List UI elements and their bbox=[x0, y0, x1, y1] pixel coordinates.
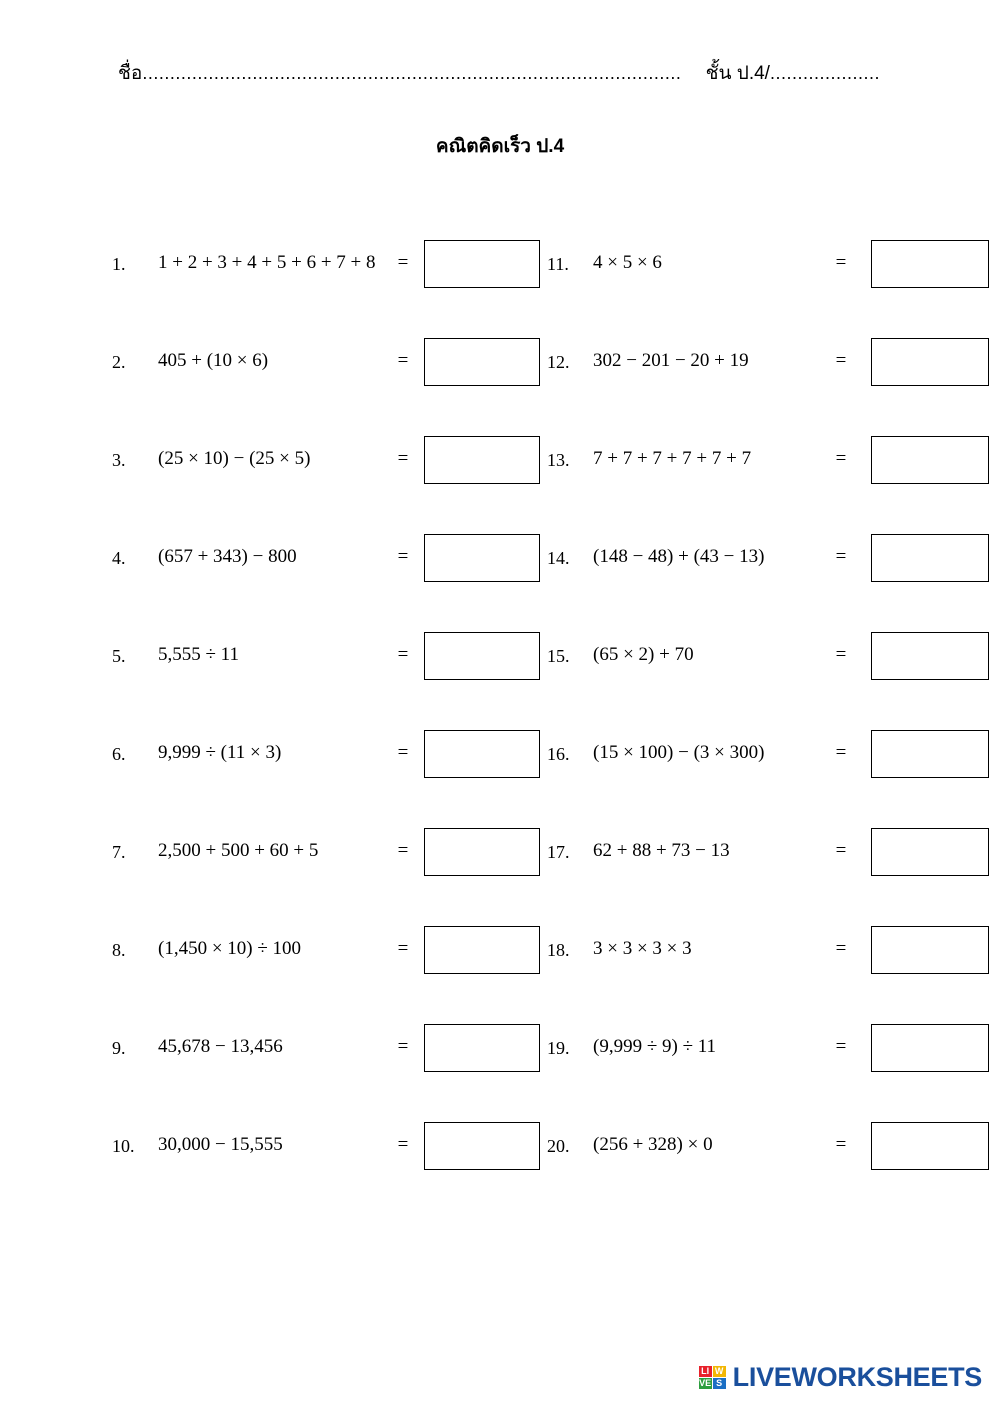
problem-expression: (9,999 ÷ 9) ÷ 11 bbox=[593, 1036, 717, 1057]
answer-input-2[interactable] bbox=[424, 338, 540, 386]
problem-expression: 405 + (10 × 6) bbox=[158, 350, 269, 371]
answer-input-12[interactable] bbox=[871, 338, 989, 386]
problem-item-7 bbox=[112, 828, 547, 876]
equals-sign: = bbox=[397, 546, 409, 567]
equals-sign: = bbox=[397, 350, 409, 371]
problem-item-17 bbox=[547, 828, 982, 876]
problem-row bbox=[112, 436, 982, 534]
answer-input-18[interactable] bbox=[871, 926, 989, 974]
problem-row bbox=[112, 534, 982, 632]
problem-expression: 7 + 7 + 7 + 7 + 7 + 7 bbox=[593, 448, 752, 469]
problem-expression: (256 + 328) × 0 bbox=[593, 1134, 713, 1155]
equals-sign: = bbox=[835, 1036, 847, 1057]
answer-input-1[interactable] bbox=[424, 240, 540, 288]
grade-label: ชั้น ป.4/ bbox=[705, 63, 770, 84]
problem-item-16 bbox=[547, 730, 982, 778]
equals-sign: = bbox=[835, 546, 847, 567]
equals-sign: = bbox=[397, 840, 409, 861]
problem-row bbox=[112, 1024, 982, 1122]
problem-number: 2. bbox=[112, 352, 126, 372]
equals-sign: = bbox=[835, 252, 847, 273]
liveworksheets-wordmark: LIVEWORKSHEETS bbox=[732, 1362, 982, 1392]
problem-item-14 bbox=[547, 534, 982, 582]
problem-number: 1. bbox=[112, 254, 126, 274]
problem-item-19 bbox=[547, 1024, 982, 1072]
equals-sign: = bbox=[397, 644, 409, 665]
liveworksheets-logo-icon bbox=[699, 1366, 726, 1389]
answer-input-13[interactable] bbox=[871, 436, 989, 484]
problem-item-18 bbox=[547, 926, 982, 974]
problem-item-9 bbox=[112, 1024, 547, 1072]
logo-tile-w: W bbox=[713, 1366, 726, 1377]
problem-row bbox=[112, 240, 982, 338]
answer-input-4[interactable] bbox=[424, 534, 540, 582]
problem-row bbox=[112, 338, 982, 436]
problem-expression: 2,500 + 500 + 60 + 5 bbox=[158, 840, 319, 861]
answer-input-11[interactable] bbox=[871, 240, 989, 288]
problem-expression: 3 × 3 × 3 × 3 bbox=[593, 938, 692, 959]
problem-item-10 bbox=[112, 1122, 547, 1170]
problem-expression: 9,999 ÷ (11 × 3) bbox=[158, 742, 282, 763]
problem-item-20 bbox=[547, 1122, 982, 1170]
answer-input-8[interactable] bbox=[424, 926, 540, 974]
problem-item-1 bbox=[112, 240, 547, 288]
problem-number: 10. bbox=[112, 1136, 135, 1156]
problem-item-11 bbox=[547, 240, 982, 288]
problem-number: 3. bbox=[112, 450, 126, 470]
problem-expression: 1 + 2 + 3 + 4 + 5 + 6 + 7 + 8 bbox=[158, 252, 376, 273]
answer-input-5[interactable] bbox=[424, 632, 540, 680]
problem-expression: 4 × 5 × 6 bbox=[593, 252, 662, 273]
student-info-line bbox=[118, 58, 880, 88]
problem-item-12 bbox=[547, 338, 982, 386]
problem-number: 18. bbox=[547, 940, 570, 960]
equals-sign: = bbox=[835, 938, 847, 959]
problem-item-6 bbox=[112, 730, 547, 778]
grade-dotted-blank: .................... bbox=[769, 63, 880, 83]
problem-item-5 bbox=[112, 632, 547, 680]
problem-number: 13. bbox=[547, 450, 570, 470]
answer-input-16[interactable] bbox=[871, 730, 989, 778]
problem-item-8 bbox=[112, 926, 547, 974]
problem-expression: 30,000 − 15,555 bbox=[158, 1134, 283, 1155]
problem-item-3 bbox=[112, 436, 547, 484]
problem-number: 7. bbox=[112, 842, 126, 862]
problem-row bbox=[112, 926, 982, 1024]
problem-row bbox=[112, 828, 982, 926]
answer-input-14[interactable] bbox=[871, 534, 989, 582]
problem-number: 17. bbox=[547, 842, 570, 862]
equals-sign: = bbox=[397, 1036, 409, 1057]
problem-grid bbox=[112, 240, 982, 1220]
problem-expression: 5,555 ÷ 11 bbox=[158, 644, 239, 665]
problem-expression: (657 + 343) − 800 bbox=[158, 546, 297, 567]
equals-sign: = bbox=[835, 448, 847, 469]
problem-number: 12. bbox=[547, 352, 570, 372]
problem-expression: (148 − 48) + (43 − 13) bbox=[593, 546, 765, 567]
problem-number: 5. bbox=[112, 646, 126, 666]
equals-sign: = bbox=[397, 1134, 409, 1155]
problem-number: 6. bbox=[112, 744, 126, 764]
problem-expression: 302 − 201 − 20 + 19 bbox=[593, 350, 749, 371]
problem-expression: 45,678 − 13,456 bbox=[158, 1036, 283, 1057]
problem-number: 9. bbox=[112, 1038, 126, 1058]
answer-input-20[interactable] bbox=[871, 1122, 989, 1170]
problem-expression: (25 × 10) − (25 × 5) bbox=[158, 448, 311, 469]
problem-row bbox=[112, 632, 982, 730]
problem-number: 14. bbox=[547, 548, 570, 568]
answer-input-19[interactable] bbox=[871, 1024, 989, 1072]
logo-tile-ve: VE bbox=[699, 1378, 712, 1388]
problem-number: 16. bbox=[547, 744, 570, 764]
problem-item-4 bbox=[112, 534, 547, 582]
answer-input-15[interactable] bbox=[871, 632, 989, 680]
problem-number: 4. bbox=[112, 548, 126, 568]
answer-input-3[interactable] bbox=[424, 436, 540, 484]
problem-expression: (15 × 100) − (3 × 300) bbox=[593, 742, 765, 763]
problem-number: 15. bbox=[547, 646, 570, 666]
page-title: คณิตคิดเร็ว ป.4 bbox=[435, 136, 565, 157]
answer-input-9[interactable] bbox=[424, 1024, 540, 1072]
problem-row bbox=[112, 730, 982, 828]
answer-input-7[interactable] bbox=[424, 828, 540, 876]
problem-expression: (1,450 × 10) ÷ 100 bbox=[158, 938, 302, 959]
answer-input-10[interactable] bbox=[424, 1122, 540, 1170]
answer-input-6[interactable] bbox=[424, 730, 540, 778]
name-label: ชื่อ bbox=[118, 63, 143, 84]
name-dotted-blank: .................................................................................................. bbox=[142, 63, 682, 83]
equals-sign: = bbox=[397, 252, 409, 273]
equals-sign: = bbox=[397, 742, 409, 763]
equals-sign: = bbox=[835, 1134, 847, 1155]
equals-sign: = bbox=[835, 742, 847, 763]
equals-sign: = bbox=[835, 840, 847, 861]
logo-tile-li: LI bbox=[699, 1366, 712, 1377]
problem-item-15 bbox=[547, 632, 982, 680]
problem-item-2 bbox=[112, 338, 547, 386]
logo-tile-s: S bbox=[713, 1378, 726, 1389]
equals-sign: = bbox=[397, 938, 409, 959]
problem-item-13 bbox=[547, 436, 982, 484]
problem-number: 19. bbox=[547, 1038, 570, 1058]
equals-sign: = bbox=[835, 350, 847, 371]
equals-sign: = bbox=[835, 644, 847, 665]
problem-row bbox=[112, 1122, 982, 1220]
problem-number: 8. bbox=[112, 940, 126, 960]
answer-input-17[interactable] bbox=[871, 828, 989, 876]
equals-sign: = bbox=[397, 448, 409, 469]
problem-number: 11. bbox=[547, 254, 569, 274]
problem-expression: (65 × 2) + 70 bbox=[593, 644, 694, 665]
problem-expression: 62 + 88 + 73 − 13 bbox=[593, 840, 730, 861]
problem-number: 20. bbox=[547, 1136, 570, 1156]
liveworksheets-footer bbox=[699, 1362, 982, 1393]
